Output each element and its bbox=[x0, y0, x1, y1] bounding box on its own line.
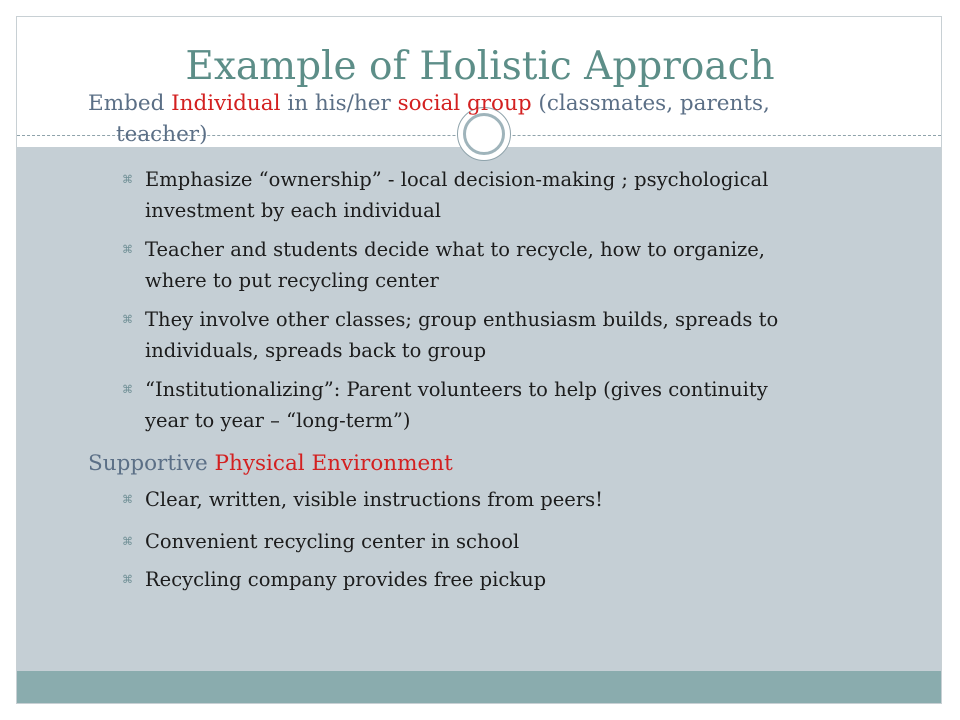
bullet-item bbox=[122, 164, 902, 226]
bullet-icon: ⌘ bbox=[122, 573, 133, 586]
bullet-icon: ⌘ bbox=[122, 313, 133, 326]
slide-title: Example of Holistic Approach bbox=[185, 44, 775, 89]
bullet-item bbox=[122, 564, 902, 595]
heading-text: Supportive bbox=[88, 451, 215, 476]
bullet-icon: ⌘ bbox=[122, 173, 133, 186]
heading-text: Embed bbox=[88, 91, 172, 116]
bullet-line: Recycling company provides free pickup bbox=[145, 568, 547, 591]
bullet-line: Teacher and students decide what to recycle, how to organize, bbox=[145, 238, 766, 261]
bullet-line: Emphasize “ownership” - local decision-making ; psychological bbox=[145, 168, 769, 191]
emphasis-individual: Individual bbox=[171, 91, 281, 116]
bullet-line: individuals, spreads back to group bbox=[145, 339, 487, 362]
bullet-item bbox=[122, 374, 902, 436]
bullet-item bbox=[122, 526, 902, 557]
bullet-item bbox=[122, 304, 902, 366]
section-heading-environment bbox=[88, 448, 928, 479]
bullet-icon: ⌘ bbox=[122, 243, 133, 256]
emphasis-physical-environment: Physical Environment bbox=[214, 451, 453, 476]
heading-text: (classmates, parents, bbox=[531, 91, 770, 116]
bullet-line: year to year – “long-term”) bbox=[145, 409, 411, 432]
bullet-line: Convenient recycling center in school bbox=[145, 530, 520, 553]
bullet-line: They involve other classes; group enthusiasm builds, spreads to bbox=[145, 308, 779, 331]
section-heading-social bbox=[88, 88, 928, 150]
heading-continuation: teacher) bbox=[116, 122, 208, 147]
bullet-line: where to put recycling center bbox=[145, 269, 439, 292]
emphasis-social-group: social group bbox=[397, 91, 532, 116]
footer-band bbox=[17, 671, 941, 704]
bullet-line: Clear, written, visible instructions from peers! bbox=[145, 488, 603, 511]
bullet-line: “Institutionalizing”: Parent volunteers to help (gives continuity bbox=[145, 378, 768, 401]
bullet-icon: ⌘ bbox=[122, 493, 133, 506]
bullet-icon: ⌘ bbox=[122, 383, 133, 396]
bullet-icon: ⌘ bbox=[122, 535, 133, 548]
heading-text: in his/her bbox=[280, 91, 398, 116]
bullet-item bbox=[122, 234, 902, 296]
bullet-line: investment by each individual bbox=[145, 199, 442, 222]
bullet-item bbox=[122, 484, 902, 515]
